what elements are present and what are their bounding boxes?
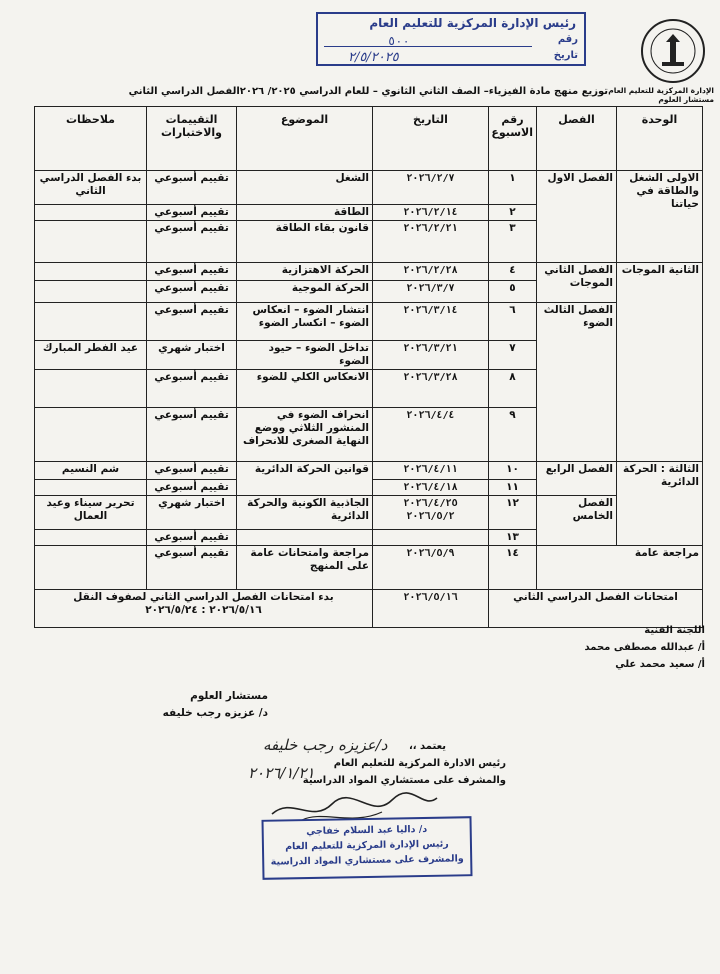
advisor-signature	[98, 730, 388, 790]
header-unit: الوحدة	[617, 107, 703, 171]
note-cell: تحرير سيناء وعيد العمال	[35, 496, 147, 530]
schedule-table	[34, 106, 703, 628]
date-cell: ٢٠٢٦/٢/٢٨	[373, 263, 489, 281]
date-cell: ٢٠٢٦/٣/٢١	[373, 341, 489, 370]
evaluation-cell: تقييم أسبوعي	[147, 408, 237, 462]
head-stamp-line: والمشرف على مستشاري المواد الدراسية	[270, 853, 464, 868]
header-week: رقم الاسبوع	[489, 107, 537, 171]
chapter-cell: الفصل الخامس	[537, 496, 617, 546]
unit-cell: الثانية الموجات	[617, 263, 703, 462]
head-stamp-name: د/ داليا عبد السلام خفاجي	[306, 823, 428, 838]
table-row	[35, 263, 703, 281]
evaluation-cell: تقييم أسبوعي	[147, 546, 237, 590]
evaluation-cell: تقييم أسبوعي	[147, 263, 237, 281]
chapter-cell: الفصل الثاني الموجات	[537, 263, 617, 303]
exam-note-cell	[35, 590, 373, 628]
science-advisor	[98, 688, 268, 722]
date-cell: ٢٠٢٦/٥/٩	[373, 546, 489, 590]
document-title: توزيع منهج مادة الفيزياء– الصف الثاني الثانوي – للعام الدراسي ٢٠٢٥/ ٢٠٢٦الفصل الدراسي الثاني	[128, 86, 608, 97]
note-cell	[35, 281, 147, 303]
technical-committee	[540, 622, 705, 673]
stamp-title: رئيس الإدارة المركزية للتعليم العام	[369, 16, 576, 30]
date-cell: ٢٠٢٦/٤/٤	[373, 408, 489, 462]
topic-cell: تداخل الضوء – حيود الضوء	[237, 341, 373, 370]
topic-cell: قوانين الحركة الدائرية	[237, 462, 373, 496]
header-topic: الموضوع	[237, 107, 373, 171]
topic-cell: الطاقة	[237, 205, 373, 221]
topic-cell: الحركة الاهتزازية	[237, 263, 373, 281]
note-cell	[35, 303, 147, 341]
note-cell	[35, 480, 147, 496]
date-cell: ٢٠٢٦/٣/١٤	[373, 303, 489, 341]
evaluation-cell: تقييم أسبوعي	[147, 171, 237, 205]
exam-label-cell: امتحانات الفصل الدراسي الثاني	[489, 590, 703, 628]
date-cell: ٢٠٢٦/٢/٢١	[373, 221, 489, 263]
header-notes: ملاحظات	[35, 107, 147, 171]
date-cell: ٢٠٢٦/٤/١٨	[373, 480, 489, 496]
stamp-date-value: ٢/٥/٢٠٢٥	[348, 50, 399, 65]
topic-cell	[237, 530, 373, 546]
evaluation-cell: تقييم أسبوعي	[147, 205, 237, 221]
evaluation-cell: اختبار شهري	[147, 496, 237, 530]
week-cell: ١٣	[489, 530, 537, 546]
week-cell: ٤	[489, 263, 537, 281]
note-cell	[35, 205, 147, 221]
evaluation-cell: تقييم أسبوعي	[147, 462, 237, 480]
note-cell	[35, 530, 147, 546]
head-stamp	[261, 816, 472, 880]
topic-cell: انحراف الضوء في المنشور الثلاثي ووضع النهاية الصغرى للانحراف	[237, 408, 373, 462]
chapter-cell: الفصل الاول	[537, 171, 617, 263]
topic-cell: مراجعة وامتحانات عامة على المنهج	[237, 546, 373, 590]
header-date: التاريخ	[373, 107, 489, 171]
approval-line: رئيس الادارة المركزية للتعليم العام	[333, 758, 506, 769]
week-cell: ٦	[489, 303, 537, 341]
approval-line: والمشرف على مستشاري المواد الدراسية	[302, 775, 506, 786]
table-row	[35, 462, 703, 480]
exam-note-line: بدء امتحانات الفصل الدراسي الثاني لصفوف النقل	[73, 591, 334, 603]
week-cell: ٧	[489, 341, 537, 370]
week-cell: ٥	[489, 281, 537, 303]
note-cell	[35, 221, 147, 263]
stamp-number-line	[324, 46, 532, 47]
admin-stamp	[316, 12, 586, 66]
table-row	[35, 171, 703, 205]
table-row	[35, 303, 703, 341]
date-cell: ٢٠٢٦/٣/٧	[373, 281, 489, 303]
week-cell: ١٢	[489, 496, 537, 530]
topic-cell: الجاذبية الكونية والحركة الدائرية	[237, 496, 373, 530]
date-cell: ٢٠٢٦/٢/١٤	[373, 205, 489, 221]
unit-cell: الثالثة : الحركة الدائرية	[617, 462, 703, 546]
chapter-cell: الفصل الثالث الضوء	[537, 303, 617, 462]
committee-member: أ/ عبدالله مصطفى محمد	[584, 642, 705, 653]
date-cell: ٢٠٢٦/٣/٢٨	[373, 370, 489, 408]
note-cell	[35, 370, 147, 408]
stamp-date-label: تاريخ	[553, 50, 578, 61]
header-chapter: الفصل	[537, 107, 617, 171]
ministry-header-text	[604, 86, 714, 104]
header-evaluation: التقييمات والاختبارات	[147, 107, 237, 171]
evaluation-cell: تقييم أسبوعي	[147, 530, 237, 546]
evaluation-cell: تقييم أسبوعي	[147, 221, 237, 263]
note-cell: شم النسيم	[35, 462, 147, 480]
evaluation-cell: تقييم أسبوعي	[147, 480, 237, 496]
note-cell	[35, 263, 147, 281]
table-row	[35, 496, 703, 530]
note-cell: عيد الفطر المبارك	[35, 341, 147, 370]
table-row	[35, 546, 703, 590]
ministry-line: مستشار العلوم	[658, 95, 714, 104]
week-cell: ١١	[489, 480, 537, 496]
date-cell	[373, 496, 489, 530]
topic-cell: الانعكاس الكلي للضوء	[237, 370, 373, 408]
stamp-number-value: ٥٠٠	[388, 34, 410, 48]
committee-member: أ/ سعيد محمد علي	[615, 659, 705, 670]
week-cell: ١٤	[489, 546, 537, 590]
date-line: ٢٠٢٦/٥/٢	[406, 511, 455, 522]
committee-title: اللجنة الفنية	[644, 625, 705, 636]
chapter-cell: الفصل الرابع	[537, 462, 617, 496]
advisor-title: مستشار العلوم	[190, 690, 268, 702]
date-cell: ٢٠٢٦/٢/٧	[373, 171, 489, 205]
topic-cell: الحركة الموجية	[237, 281, 373, 303]
week-cell: ١٠	[489, 462, 537, 480]
note-cell: بدء الفصل الدراسي الثاني	[35, 171, 147, 205]
week-cell: ٩	[489, 408, 537, 462]
evaluation-cell: تقييم أسبوعي	[147, 370, 237, 408]
ministry-line: الإدارة المركزية للتعليم العام	[608, 86, 714, 95]
approval-block	[270, 738, 506, 789]
note-cell	[35, 408, 147, 462]
evaluation-cell: تقييم أسبوعي	[147, 303, 237, 341]
date-line: ٢٠٢٦/٤/٢٥	[403, 498, 458, 509]
ministry-logo	[640, 18, 706, 84]
head-stamp-line: رئيس الإدارة المركزية للتعليم العام	[285, 838, 449, 853]
exam-note-line: ٢٠٢٦/٥/١٦ : ٢٠٢٦/٥/٢٤	[145, 604, 262, 616]
evaluation-cell: اختبار شهري	[147, 341, 237, 370]
date-cell: ٢٠٢٦/٤/١١	[373, 462, 489, 480]
week-cell: ٢	[489, 205, 537, 221]
week-cell: ٨	[489, 370, 537, 408]
stamp-number-label: رقم	[557, 34, 578, 45]
advisor-signature-text: د/عزيزه رجب خليفه	[263, 736, 388, 754]
date-cell	[373, 530, 489, 546]
note-cell	[35, 546, 147, 590]
table-header-row	[35, 107, 703, 171]
advisor-name: د/ عزيزه رجب خليفه	[162, 707, 268, 719]
topic-cell: الشغل	[237, 171, 373, 205]
topic-cell: انتشار الضوء – انعكاس الضوء – انكسار الضوء	[237, 303, 373, 341]
unit-cell: مراجعة عامة	[537, 546, 703, 590]
approval-heading: يعتمد ،،	[408, 741, 446, 752]
evaluation-cell: تقييم أسبوعي	[147, 281, 237, 303]
topic-cell: قانون بقاء الطاقة	[237, 221, 373, 263]
exam-date-cell: ٢٠٢٦/٥/١٦	[373, 590, 489, 628]
week-cell: ١	[489, 171, 537, 205]
advisor-signature-date: ٢٠٢٦/١/٢١	[248, 764, 315, 782]
unit-cell: الاولى الشغل والطاقة في حياتنا	[617, 171, 703, 263]
week-cell: ٣	[489, 221, 537, 263]
